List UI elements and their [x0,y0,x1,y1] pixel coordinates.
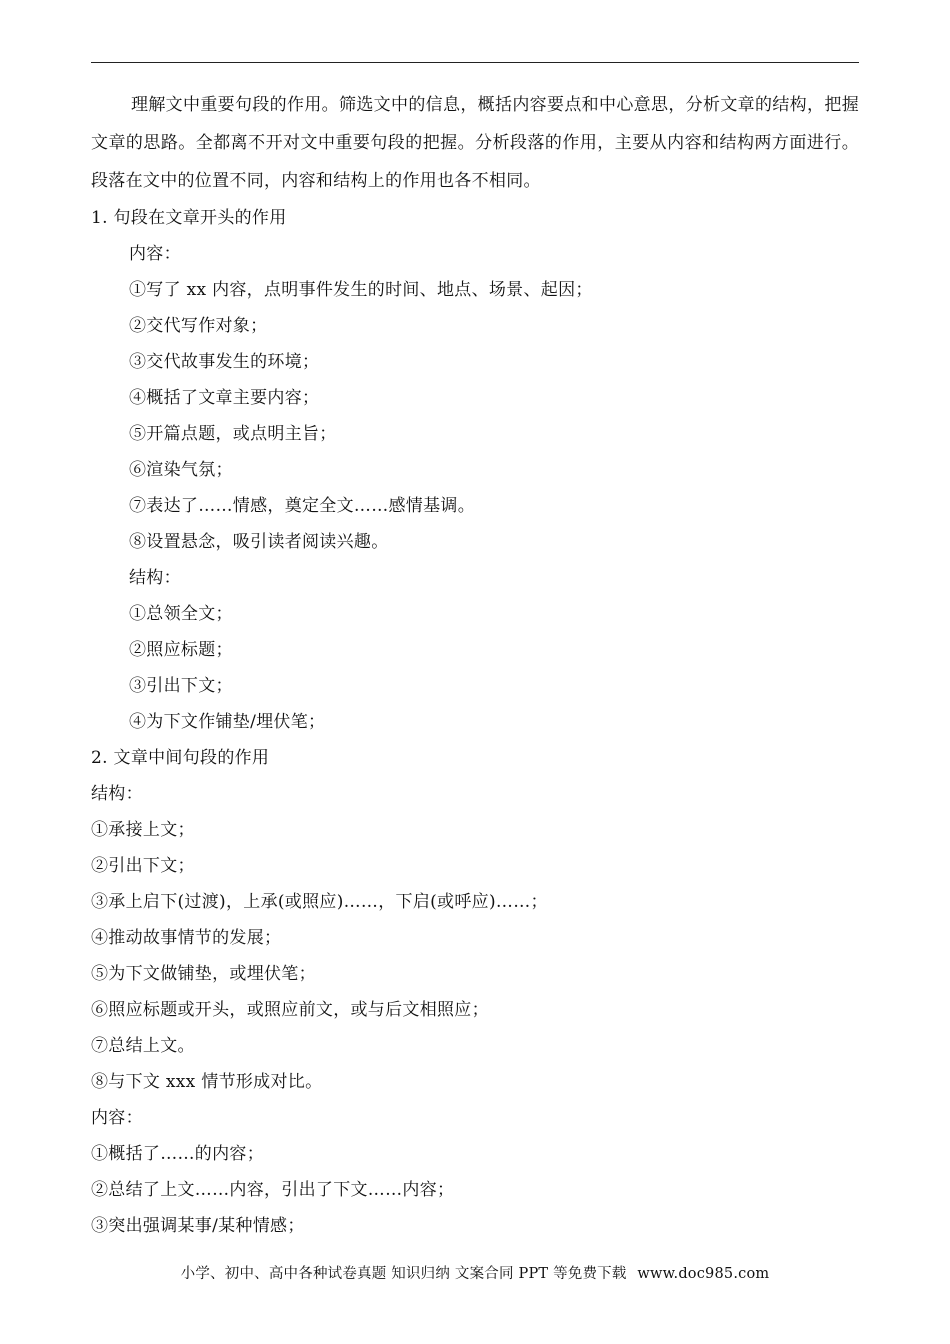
page-footer [0,1262,950,1283]
list-item: ①承接上文； [91,820,195,840]
list-item: ①总领全文； [129,604,233,624]
list-item: ④为下文作铺垫/埋伏笔； [129,712,326,732]
section1-heading: 1. 句段在文章开头的作用 [91,208,287,228]
list-item: ①概括了……的内容； [91,1144,264,1164]
footer-link[interactable]: www.doc985.com [637,1266,770,1282]
section1-structure-label: 结构： [129,568,181,588]
section2-structure-label: 结构： [91,784,143,804]
list-item: ⑦总结上文。 [91,1036,195,1056]
section2-heading: 2. 文章中间句段的作用 [91,748,270,768]
list-item: ③承上启下(过渡)，上承(或照应)……，下启(或呼应)……； [91,892,548,912]
list-item: ①写了 xx 内容，点明事件发生的时间、地点、场景、起因； [129,280,593,300]
list-item: ⑥渲染气氛； [129,460,233,480]
list-item: ②引出下文； [91,856,195,876]
list-item: ⑧设置悬念，吸引读者阅读兴趣。 [129,532,389,552]
list-item: ②总结了上文……内容，引出了下文……内容； [91,1180,455,1200]
header-rule [91,62,859,63]
intro-paragraph: 理解文中重要句段的作用。筛选文中的信息，概括内容要点和中心意思，分析文章的结构，把握文章的思路。全都离不开对文中重要句段的把握。分析段落的作用，主要从内容和结构两方面进行。段落在文中的位置不同，内容和结构上的作用也各不相同。 [91,95,859,191]
list-item: ⑥照应标题或开头，或照应前文，或与后文相照应； [91,1000,489,1020]
list-item: ⑦表达了……情感，奠定全文……感情基调。 [129,496,475,516]
list-item: ③交代故事发生的环境； [129,352,320,372]
list-item: ③引出下文； [129,676,233,696]
list-item: ④概括了文章主要内容； [129,388,320,408]
list-item: ⑤为下文做铺垫，或埋伏笔； [91,964,316,984]
footer-text: 小学、初中、高中各种试卷真题 知识归纳 文案合同 PPT 等免费下载 [180,1266,627,1282]
list-item: ②交代写作对象； [129,316,268,336]
list-item: ④推动故事情节的发展； [91,928,282,948]
section1-content-label: 内容： [129,244,181,264]
list-item: ②照应标题； [129,640,233,660]
list-item: ⑧与下文 xxx 情节形成对比。 [91,1072,323,1092]
list-item: ③突出强调某事/某种情感； [91,1216,305,1236]
section2-content-label: 内容： [91,1108,143,1128]
list-item: ⑤开篇点题，或点明主旨； [129,424,337,444]
document-body [91,86,859,1244]
